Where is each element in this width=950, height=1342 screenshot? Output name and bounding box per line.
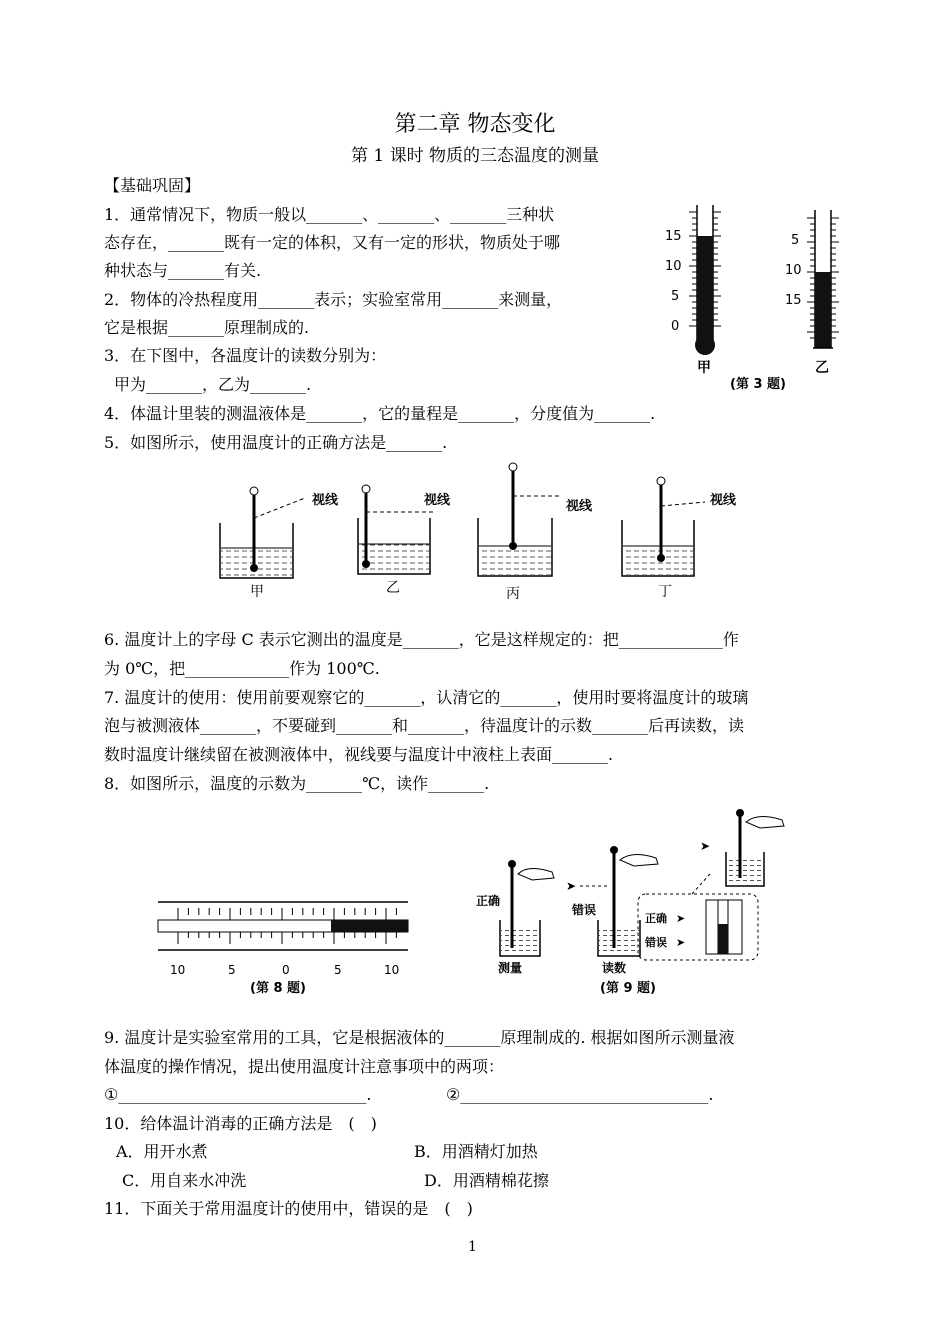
q7-line3: 数时温度计继续留在被测液体中，视线要与温度计中液柱上表面_______. [104, 745, 614, 764]
sight-label: 视线 [424, 493, 451, 508]
beaker-label: 甲 [250, 584, 264, 600]
beaker-label: 丁 [658, 584, 672, 600]
inset-detail [638, 874, 758, 960]
sight-label: 视线 [312, 493, 339, 508]
q11-stem: 11．下面关于常用温度计的使用中，错误的是 ( ) [104, 1199, 473, 1218]
scale-label: 0 [282, 963, 290, 977]
q3-line2: 甲为_______，乙为_______. [114, 375, 312, 394]
eye-icon: ➤ [566, 879, 577, 893]
q1-line2: 态存在，_______既有一定的体积，又有一定的形状，物质处于哪 [104, 233, 561, 252]
q9-blank2: ②_______________________________. [446, 1085, 714, 1104]
figure-8-caption: (第 8 题) [250, 981, 306, 996]
sight-label: 视线 [566, 499, 593, 514]
q4-line: 4．体温计里装的测温液体是_______，它的量程是_______，分度值为_______. [104, 404, 656, 423]
section-label: 【基础巩固】 [104, 176, 201, 195]
q1-line3: 种状态与_______有关. [104, 261, 262, 280]
q9-line2: 体温度的操作情况，提出使用温度计注意事项中的两项： [104, 1057, 505, 1076]
scale-label: 5 [334, 963, 342, 977]
figure-8-scale [150, 890, 420, 1000]
q10-option-a: A．用开水煮 [116, 1142, 208, 1161]
eye-icon: ➤ [676, 936, 686, 949]
figure-9-caption: (第 9 题) [600, 981, 656, 996]
q10-option-b: B．用酒精灯加热 [414, 1142, 538, 1161]
beaker-label: 丙 [506, 586, 520, 602]
scale-label: 10 [384, 963, 400, 977]
measure-beaker [476, 860, 554, 975]
inset-wrong-label: 错误 [645, 936, 667, 949]
beaker-bing [478, 463, 593, 602]
figure-3-caption: (第 3 题) [730, 377, 786, 392]
q9-line1: 9. 温度计是实验室常用的工具，它是根据液体的_______原理制成的. 根据如图所示测量液 [104, 1028, 735, 1047]
yi-tick-label: 15 [785, 293, 802, 308]
figure-9-usage [470, 808, 790, 1000]
yi-tick-label: 10 [785, 263, 802, 278]
q9-blank1: ①_______________________________. [104, 1085, 372, 1104]
figure-3-thermometers [655, 200, 865, 400]
sight-label: 视线 [710, 493, 737, 508]
q2-line2: 它是根据_______原理制成的. [104, 318, 310, 337]
jia-tick-label: 5 [671, 289, 680, 304]
wrong-label: 错误 [572, 903, 597, 917]
beaker-label: 乙 [386, 580, 400, 596]
beaker-ding [622, 477, 737, 600]
q10-option-d: D．用酒精棉花擦 [424, 1171, 549, 1190]
thermometer-jia [665, 205, 721, 376]
scale-label: 5 [228, 963, 236, 977]
read-beaker [566, 846, 658, 975]
page-number: 1 [468, 1239, 477, 1255]
jia-tick-label: 10 [665, 259, 682, 274]
jia-tick-label: 0 [671, 319, 680, 334]
measure-label: 测量 [498, 961, 523, 975]
thermometer-yi [785, 210, 839, 376]
q8-line: 8．如图所示，温度的示数为_______℃，读作_______. [104, 774, 490, 793]
q6-line2: 为 0℃，把_____________作为 100℃. [104, 659, 380, 678]
q7-line2: 泡与被测液体_______，不要碰到_______和_______，待温度计的示数_______后再读数，读 [104, 716, 745, 735]
yi-tick-label: 5 [791, 233, 800, 248]
eye-icon: ➤ [700, 839, 711, 853]
jia-tick-label: 15 [665, 229, 682, 244]
beaker-yi [358, 485, 451, 596]
q2-line1: 2．物体的冷热程度用_______表示；实验室常用_______来测量， [104, 290, 563, 309]
q10-stem: 10．给体温计消毒的正确方法是 ( ) [104, 1114, 377, 1133]
q3-line1: 3．在下图中，各温度计的读数分别为： [104, 346, 387, 365]
inset-correct-label: 正确 [645, 912, 667, 925]
correct-label: 正确 [476, 894, 501, 908]
raised-beaker [700, 809, 784, 886]
lesson-title: 第 1 课时 物质的三态温度的测量 [350, 146, 600, 166]
scale-label: 10 [170, 963, 186, 977]
jia-label: 甲 [697, 360, 711, 376]
eye-icon: ➤ [676, 912, 686, 925]
q7-line1: 7. 温度计的使用：使用前要观察它的_______，认清它的_______，使用时要将温度计的玻璃 [104, 688, 749, 707]
q10-option-c: C．用自来水冲洗 [122, 1171, 247, 1190]
yi-label: 乙 [815, 360, 829, 376]
read-label: 读数 [602, 961, 627, 975]
beaker-jia [220, 487, 339, 600]
q1-line1: 1．通常情况下，物质一般以_______、_______、_______三种状 [104, 205, 555, 224]
q5-line: 5．如图所示，使用温度计的正确方法是_______. [104, 433, 448, 452]
q6-line1: 6. 温度计上的字母 C 表示它测出的温度是_______，它是这样规定的：把_____________作 [104, 630, 739, 649]
chapter-title: 第二章 物态变化 [394, 112, 556, 137]
figure-5-beakers [210, 458, 750, 608]
